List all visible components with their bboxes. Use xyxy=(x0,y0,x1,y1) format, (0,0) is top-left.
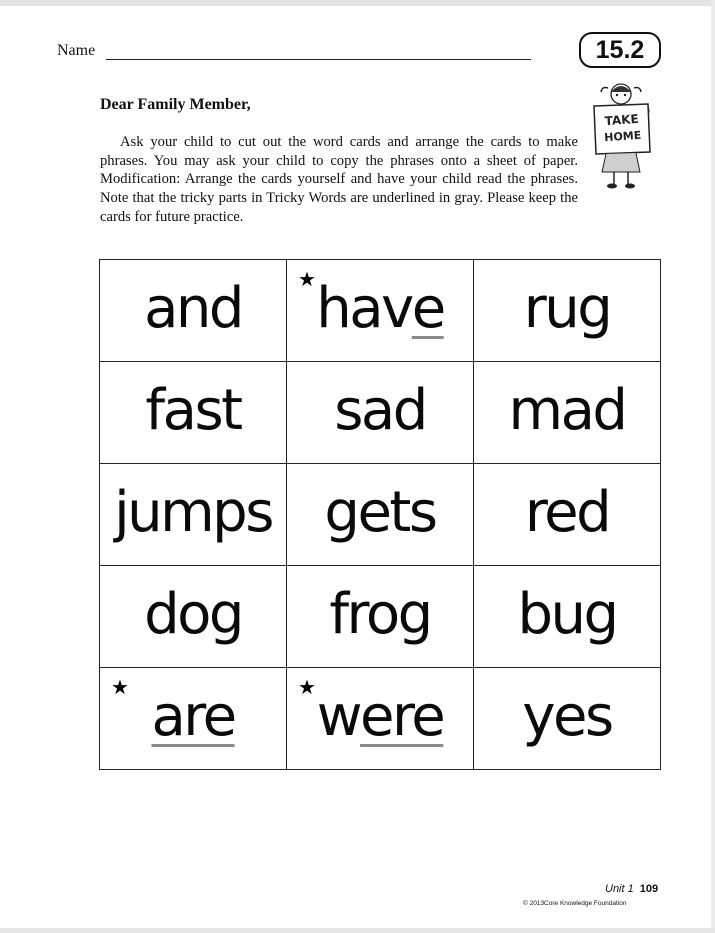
tricky-word-star-icon: ★ xyxy=(298,675,316,699)
word-part: gets xyxy=(324,480,436,545)
word-card xyxy=(287,362,474,464)
word-card xyxy=(474,566,661,668)
card-word xyxy=(329,582,430,647)
take-home-line1: TAKE xyxy=(604,111,640,129)
take-home-illustration xyxy=(588,80,658,190)
card-word xyxy=(324,480,435,545)
letter-greeting: Dear Family Member, xyxy=(100,96,251,113)
name-field-row xyxy=(57,42,532,66)
word-part: w xyxy=(316,684,361,749)
page-edge-top xyxy=(0,0,715,6)
word-part: and xyxy=(144,276,242,341)
page-number: 109 xyxy=(639,883,659,895)
word-part: bug xyxy=(517,582,617,647)
word-card xyxy=(474,260,661,362)
word-card xyxy=(100,464,287,566)
card-word xyxy=(509,378,626,443)
word-part: dog xyxy=(144,582,242,647)
name-label: Name xyxy=(57,42,96,59)
page-edge-bottom xyxy=(0,928,715,933)
word-part: sad xyxy=(334,378,426,443)
letter-body: Ask your child to cut out the word cards and arrange the cards to make phrases. You may ask your child to copy the phrases onto a sheet of paper. Modification: Arrange the cards yourself and have your child read the phrases. Note that the tricky parts in Tricky Words are underlined in gray. Please keep the cards for future practice. xyxy=(100,134,578,225)
card-word xyxy=(316,276,443,341)
word-card-grid xyxy=(99,259,661,770)
word-card xyxy=(100,260,287,362)
take-home-line2: HOME xyxy=(603,128,642,145)
footer-unit xyxy=(605,883,658,895)
word-part: jumps xyxy=(114,480,272,545)
card-word xyxy=(524,276,611,341)
card-row xyxy=(100,668,661,770)
unit-label: Unit 1 xyxy=(605,883,634,895)
card-word xyxy=(517,582,616,647)
card-row xyxy=(100,464,661,566)
card-word xyxy=(317,684,444,749)
copyright-notice: © 2013Core Knowledge Foundation xyxy=(523,900,627,907)
word-card xyxy=(474,464,661,566)
card-word xyxy=(525,480,609,545)
tricky-part: ere xyxy=(360,684,444,749)
worksheet-number-badge: 15.2 xyxy=(579,32,661,68)
word-card xyxy=(474,668,661,770)
word-part: rug xyxy=(523,276,611,341)
tricky-word-star-icon: ★ xyxy=(111,675,129,699)
card-word xyxy=(522,684,611,749)
word-part: frog xyxy=(329,582,431,647)
card-word xyxy=(145,378,240,443)
word-card xyxy=(100,668,287,770)
card-word xyxy=(114,480,272,545)
word-part: mad xyxy=(508,378,626,443)
card-word xyxy=(144,582,242,647)
card-word xyxy=(151,684,234,749)
tricky-part: are xyxy=(151,684,235,749)
word-part: yes xyxy=(522,684,612,749)
word-card xyxy=(474,362,661,464)
word-card xyxy=(100,566,287,668)
card-row xyxy=(100,260,661,362)
card-row xyxy=(100,362,661,464)
word-part: red xyxy=(524,480,610,545)
word-part: hav xyxy=(316,276,412,341)
word-card xyxy=(287,464,474,566)
word-card xyxy=(287,566,474,668)
word-card xyxy=(100,362,287,464)
tricky-word-star-icon: ★ xyxy=(298,267,316,291)
card-row xyxy=(100,566,661,668)
card-word xyxy=(334,378,426,443)
letter-instructions xyxy=(100,133,578,227)
name-write-line xyxy=(106,59,531,60)
word-card xyxy=(287,260,474,362)
word-card xyxy=(287,668,474,770)
card-word xyxy=(144,276,242,341)
word-part: fast xyxy=(145,378,241,443)
tricky-part: e xyxy=(411,276,444,341)
page-edge-right xyxy=(711,0,715,933)
